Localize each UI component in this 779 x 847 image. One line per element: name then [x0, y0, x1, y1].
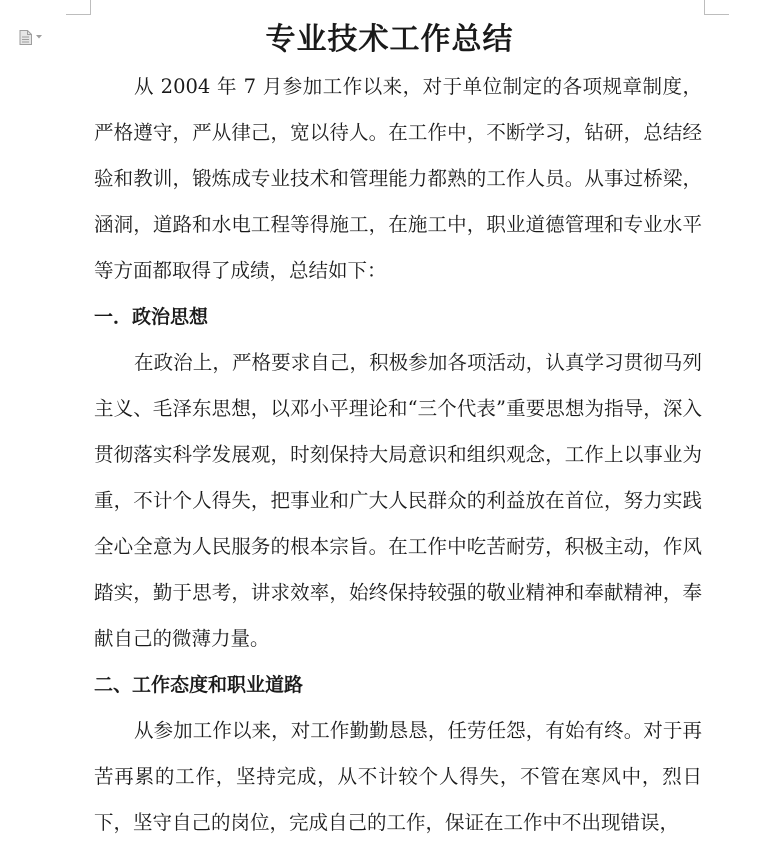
- crop-mark-top-right: [704, 0, 729, 15]
- work-attitude-paragraph: 从参加工作以来，对工作勤勤恳恳，任劳任怨，有始有终。对于再苦再累的工作，坚持完成，从不计较个人得失，不管在寒风中，烈日下，坚守自己的岗位，完成自己的工作，保证在工作中不出现错误，: [94, 719, 702, 834]
- section-heading-politics: 一．政治思想: [94, 306, 209, 328]
- politics-paragraph: 在政治上，严格要求自己，积极参加各项活动，认真学习贯彻马列主义、毛泽东思想，以邓小平理论和“三个代表”重要思想为指导，深入贯彻落实科学发展观，时刻保持大局意识和组织观念，工作上以事业为重，不计个人得失，把事业和广大人民群众的利益放在首位，努力实践全心全意为人民服务的根本宗旨。在工作中吃苦耐劳，积极主动，作风踏实，勤于思考，讲求效率，始终保持较强的敬业精神和奉献精神，奉献自己的微薄力量。: [94, 351, 702, 650]
- section-heading-work-attitude: 二、工作态度和职业道路: [94, 674, 304, 696]
- document-body: [94, 64, 702, 846]
- intro-paragraph: 从 2004 年 7 月参加工作以来，对于单位制定的各项规章制度，严格遵守，严从律己，宽以待人。在工作中，不断学习，钻研，总结经验和教训，锻炼成专业技术和管理能力都熟的工作人员。从事过桥梁，涵洞，道路和水电工程等得施工，在施工中，职业道德管理和专业水平等方面都取得了成绩，总结如下：: [94, 75, 702, 282]
- crop-mark-top-left: [66, 0, 91, 15]
- document-title: 专业技术工作总结: [265, 22, 514, 57]
